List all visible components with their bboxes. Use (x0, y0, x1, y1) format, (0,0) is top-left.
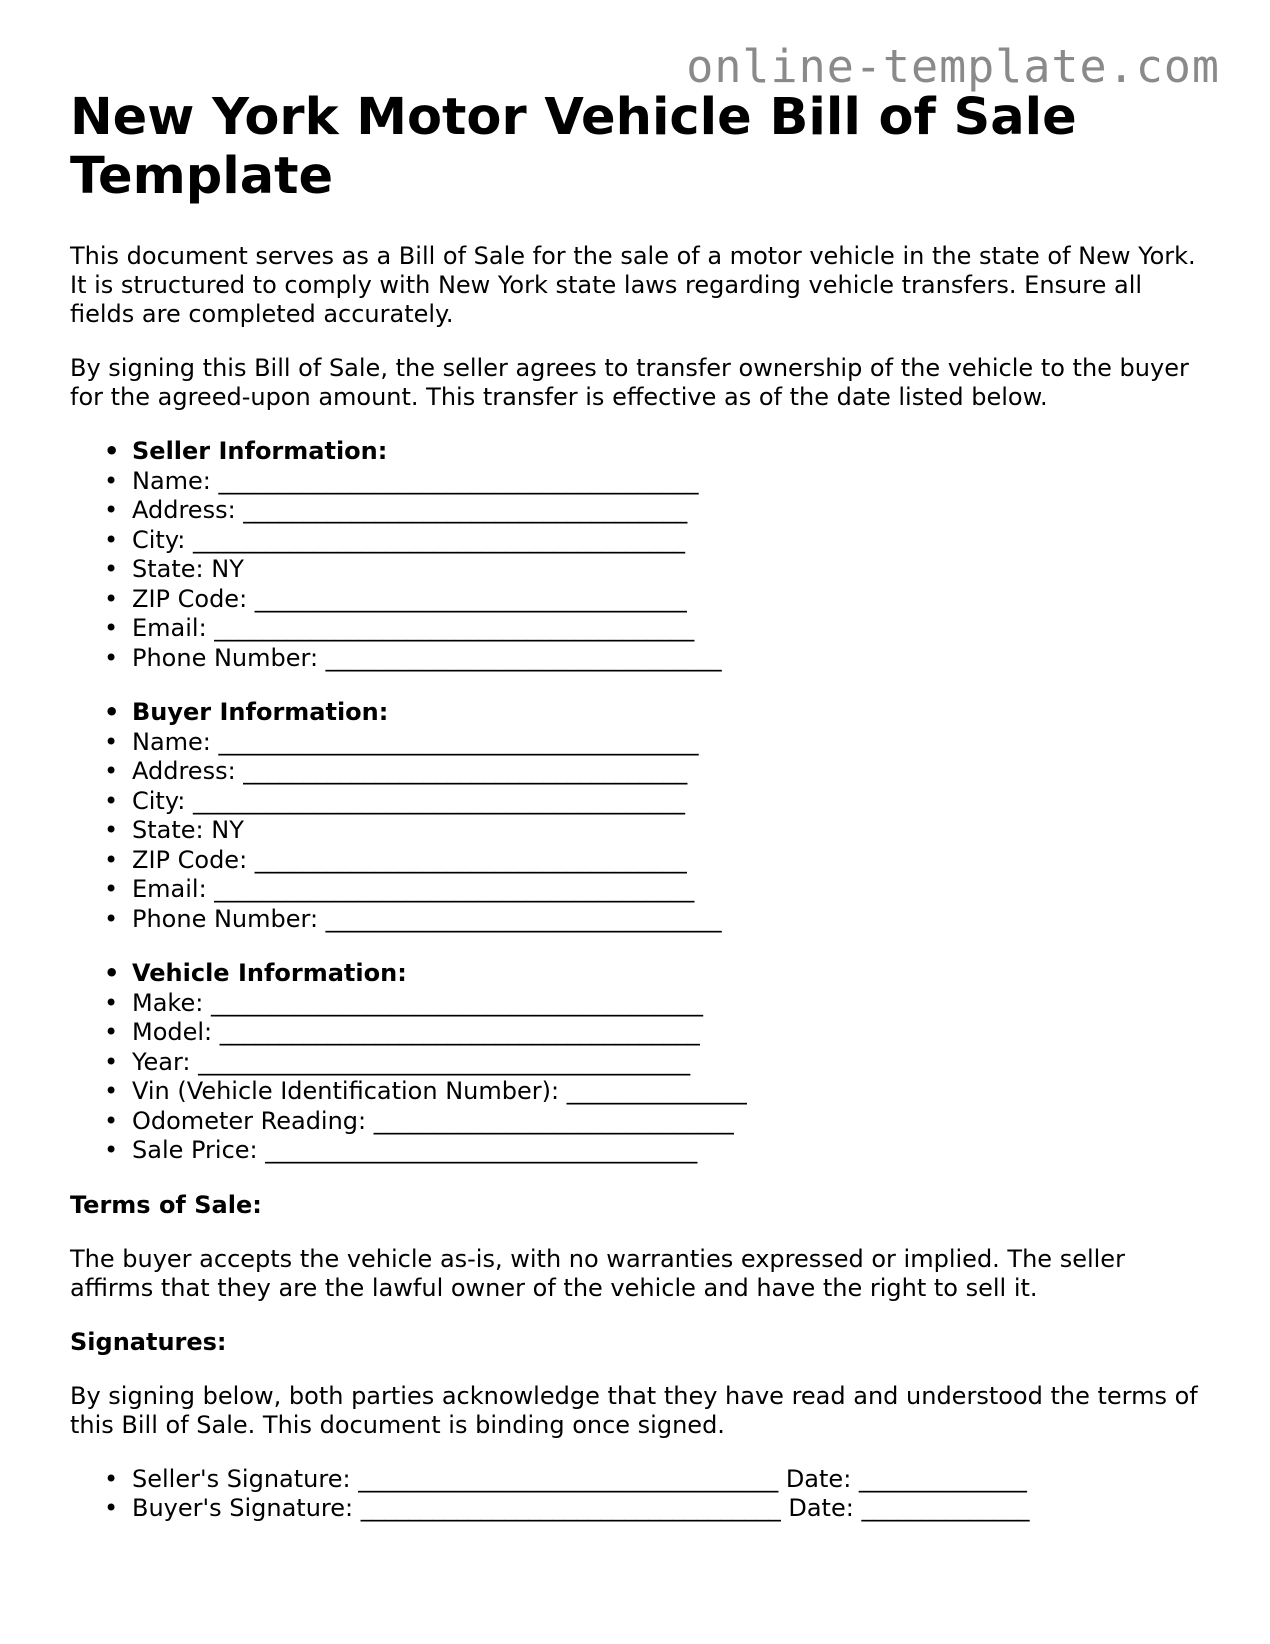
vehicle-vin-field[interactable]: • Vin (Vehicle Identification Number): _______________ (132, 1077, 1210, 1107)
vehicle-information-heading: • Vehicle Information: (132, 959, 1210, 989)
buyer-information-list (70, 698, 1210, 934)
buyer-phone-field[interactable]: • Phone Number: _________________________________ (132, 905, 1210, 935)
buyer-address-field[interactable]: • Address: _____________________________________ (132, 757, 1210, 787)
seller-city-field[interactable]: • City: _________________________________________ (132, 526, 1210, 556)
seller-information-heading: • Seller Information: (132, 437, 1210, 467)
buyer-information-heading: • Buyer Information: (132, 698, 1210, 728)
seller-signature-line[interactable]: • Seller's Signature: ___________________________________ Date: ______________ (132, 1465, 1210, 1495)
vehicle-odometer-field[interactable]: • Odometer Reading: ______________________________ (132, 1107, 1210, 1137)
seller-email-field[interactable]: • Email: ________________________________________ (132, 614, 1210, 644)
seller-name-field[interactable]: • Name: ________________________________________ (132, 467, 1210, 497)
intro-paragraph-1: This document serves as a Bill of Sale for the sale of a motor vehicle in the state of New York. It is structured to comply with New York state laws regarding vehicle transfers. Ensure all fields are completed accurately. (70, 242, 1196, 328)
vehicle-make-field[interactable]: • Make: _________________________________________ (132, 989, 1210, 1019)
signature-list (70, 1465, 1210, 1524)
seller-state-field: • State: NY (132, 555, 1210, 585)
seller-zip-field[interactable]: • ZIP Code: ____________________________________ (132, 585, 1210, 615)
vehicle-information-list (70, 959, 1210, 1166)
document-page (70, 88, 1210, 1549)
page-title: New York Motor Vehicle Bill of Sale Template (70, 88, 1077, 206)
buyer-city-field[interactable]: • City: _________________________________________ (132, 787, 1210, 817)
buyer-state-field: • State: NY (132, 816, 1210, 846)
watermark-text: online-template.com (686, 40, 1220, 93)
buyer-zip-field[interactable]: • ZIP Code: ____________________________________ (132, 846, 1210, 876)
buyer-name-field[interactable]: • Name: ________________________________________ (132, 728, 1210, 758)
vehicle-year-field[interactable]: • Year: _________________________________________ (132, 1048, 1210, 1078)
buyer-email-field[interactable]: • Email: ________________________________________ (132, 875, 1210, 905)
signatures-text: By signing below, both parties acknowledge that they have read and understood the terms of this Bill of Sale. This document is binding once signed. (70, 1381, 1198, 1439)
terms-of-sale-heading: Terms of Sale: (70, 1190, 262, 1219)
seller-phone-field[interactable]: • Phone Number: _________________________________ (132, 644, 1210, 674)
buyer-signature-line[interactable]: • Buyer's Signature: ___________________________________ Date: ______________ (132, 1494, 1210, 1524)
seller-information-list (70, 437, 1210, 673)
seller-address-field[interactable]: • Address: _____________________________________ (132, 496, 1210, 526)
intro-paragraph-2: By signing this Bill of Sale, the seller agrees to transfer ownership of the vehicle to the buyer for the agreed-upon amount. This transfer is effective as of the date listed below. (70, 354, 1189, 411)
terms-of-sale-text: The buyer accepts the vehicle as-is, with no warranties expressed or implied. The seller affirms that they are the lawful owner of the vehicle and have the right to sell it. (70, 1244, 1125, 1302)
vehicle-sale-price-field[interactable]: • Sale Price: ____________________________________ (132, 1136, 1210, 1166)
vehicle-model-field[interactable]: • Model: ________________________________________ (132, 1018, 1210, 1048)
signatures-heading: Signatures: (70, 1327, 227, 1356)
